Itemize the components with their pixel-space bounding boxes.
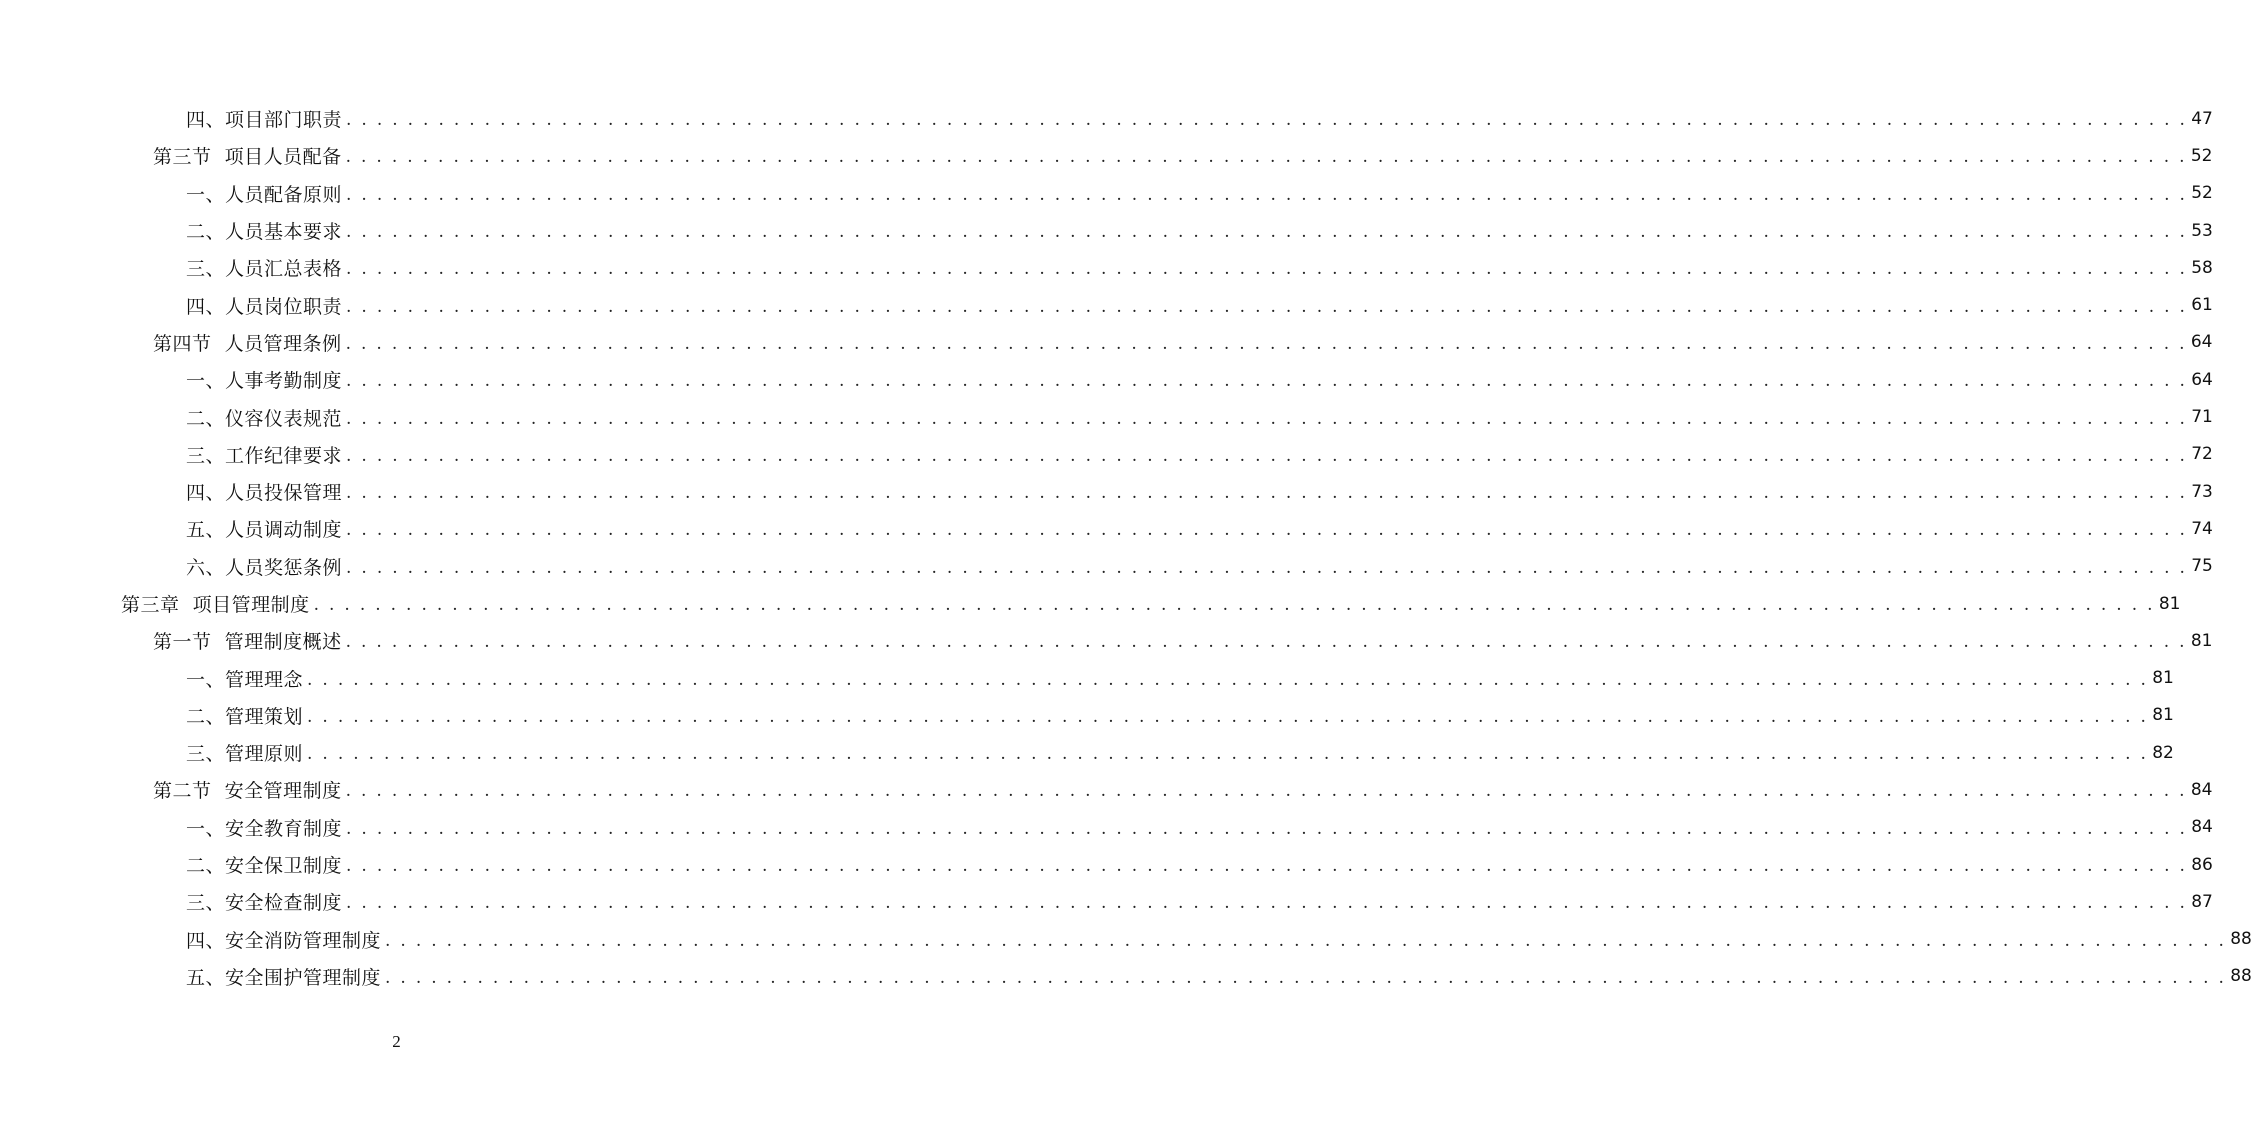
toc-entry[interactable] bbox=[0, 771, 2213, 808]
toc-entry-title: 第一节 管理制度概述 bbox=[153, 631, 342, 654]
table-of-contents bbox=[0, 100, 2252, 995]
toc-entry-title: 三、人员汇总表格 bbox=[186, 258, 343, 281]
toc-entry[interactable] bbox=[0, 100, 2213, 137]
toc-dot-leader: . . . . . . . . . . . . . . . . . . . . . . . . . . . . . . . . . . . . . . . . . . . . . . . . . . . . . . . . . . . . . . . . . . . . . . . . . . . . . . . . . . . . . . . . . . . . . . . . . . . . . . . . . . . . . . . . . . . . . . . . bbox=[346, 445, 2188, 466]
toc-dot-leader: . . . . . . . . . . . . . . . . . . . . . . . . . . . . . . . . . . . . . . . . . . . . . . . . . . . . . . . . . . . . . . . . . . . . . . . . . . . . . . . . . . . . . . . . . . . . . . . . . . . . . . . . . . . . . . . . . . . . . . . . bbox=[346, 184, 2188, 205]
toc-entry-title: 四、人员投保管理 bbox=[186, 482, 343, 505]
toc-entry-title: 五、安全围护管理制度 bbox=[186, 966, 382, 989]
toc-entry[interactable] bbox=[0, 622, 2213, 659]
toc-entry-title: 第三章 项目管理制度 bbox=[121, 594, 310, 616]
toc-entry-page: 74 bbox=[2191, 518, 2213, 539]
toc-dot-leader: . . . . . . . . . . . . . . . . . . . . . . . . . . . . . . . . . . . . . . . . . . . . . . . . . . . . . . . . . . . . . . . . . . . . . . . . . . . . . . . . . . . . . . . . . . . . . . . . . . . . . . . . . . . . . . . . . . . . . . . . bbox=[385, 967, 2227, 988]
toc-entry-title: 一、安全教育制度 bbox=[186, 817, 343, 840]
toc-entry-page: 84 bbox=[2191, 817, 2213, 838]
toc-entry-page: 81 bbox=[2152, 705, 2174, 726]
toc-entry[interactable] bbox=[0, 846, 2213, 883]
toc-entry[interactable] bbox=[0, 249, 2213, 286]
toc-entry-page: 71 bbox=[2191, 407, 2213, 428]
toc-dot-leader: . . . . . . . . . . . . . . . . . . . . . . . . . . . . . . . . . . . . . . . . . . . . . . . . . . . . . . . . . . . . . . . . . . . . . . . . . . . . . . . . . . . . . . . . . . . . . . . . . . . . . . . . . . . . . . . . . . . . . . . . bbox=[385, 930, 2227, 951]
toc-entry-page: 72 bbox=[2191, 444, 2213, 465]
toc-entry-page: 81 bbox=[2158, 593, 2181, 614]
toc-dot-leader: . . . . . . . . . . . . . . . . . . . . . . . . . . . . . . . . . . . . . . . . . . . . . . . . . . . . . . . . . . . . . . . . . . . . . . . . . . . . . . . . . . . . . . . . . . . . . . . . . . . . . . . . . . . . . . . . . . . . . . . . bbox=[345, 147, 2187, 168]
toc-entry-title: 三、工作纪律要求 bbox=[186, 444, 343, 467]
toc-entry-title: 四、人员岗位职责 bbox=[186, 295, 343, 318]
toc-entry[interactable] bbox=[0, 436, 2213, 473]
toc-dot-leader: . . . . . . . . . . . . . . . . . . . . . . . . . . . . . . . . . . . . . . . . . . . . . . . . . . . . . . . . . . . . . . . . . . . . . . . . . . . . . . . . . . . . . . . . . . . . . . . . . . . . . . . . . . . . . . . . . . . . . . . . bbox=[346, 818, 2188, 839]
toc-dot-leader: . . . . . . . . . . . . . . . . . . . . . . . . . . . . . . . . . . . . . . . . . . . . . . . . . . . . . . . . . . . . . . . . . . . . . . . . . . . . . . . . . . . . . . . . . . . . . . . . . . . . . . . . . . . . . . . . . . . . . . . . bbox=[346, 222, 2188, 243]
toc-entry-page: 61 bbox=[2191, 295, 2213, 316]
toc-entry[interactable] bbox=[0, 510, 2213, 547]
toc-entry-title: 五、人员调动制度 bbox=[186, 519, 343, 542]
toc-entry-title: 一、人员配备原则 bbox=[186, 183, 343, 206]
toc-entry-page: 86 bbox=[2191, 854, 2213, 875]
toc-entry[interactable] bbox=[0, 398, 2213, 435]
toc-dot-leader: . . . . . . . . . . . . . . . . . . . . . . . . . . . . . . . . . . . . . . . . . . . . . . . . . . . . . . . . . . . . . . . . . . . . . . . . . . . . . . . . . . . . . . . . . . . . . . . . . . . . . . . . . . . . . . . . . . . . . . . . bbox=[346, 110, 2188, 131]
toc-dot-leader: . . . . . . . . . . . . . . . . . . . . . . . . . . . . . . . . . . . . . . . . . . . . . . . . . . . . . . . . . . . . . . . . . . . . . . . . . . . . . . . . . . . . . . . . . . . . . . . . . . . . . . . . . . . . . . . . . . . . . . . . bbox=[345, 632, 2187, 653]
toc-entry-page: 52 bbox=[2190, 145, 2213, 166]
toc-dot-leader: . . . . . . . . . . . . . . . . . . . . . . . . . . . . . . . . . . . . . . . . . . . . . . . . . . . . . . . . . . . . . . . . . . . . . . . . . . . . . . . . . . . . . . . . . . . . . . . . . . . . . . . . . . . . . . . . . . . . . . . . bbox=[346, 296, 2188, 317]
toc-dot-leader: . . . . . . . . . . . . . . . . . . . . . . . . . . . . . . . . . . . . . . . . . . . . . . . . . . . . . . . . . . . . . . . . . . . . . . . . . . . . . . . . . . . . . . . . . . . . . . . . . . . . . . . . . . . . . . . . . . . . . . . . bbox=[346, 483, 2188, 504]
toc-entry[interactable] bbox=[0, 697, 2174, 734]
toc-dot-leader: . . . . . . . . . . . . . . . . . . . . . . . . . . . . . . . . . . . . . . . . . . . . . . . . . . . . . . . . . . . . . . . . . . . . . . . . . . . . . . . . . . . . . . . . . . . . . . . . . . . . . . . . . . . . . . . . . . . . . . . . bbox=[346, 893, 2188, 914]
toc-entry-page: 64 bbox=[2191, 369, 2213, 390]
toc-entry-title: 二、人员基本要求 bbox=[186, 221, 343, 244]
toc-entry[interactable] bbox=[0, 809, 2213, 846]
toc-dot-leader: . . . . . . . . . . . . . . . . . . . . . . . . . . . . . . . . . . . . . . . . . . . . . . . . . . . . . . . . . . . . . . . . . . . . . . . . . . . . . . . . . . . . . . . . . . . . . . . . . . . . . . . . . . . . . . . . . . . . . . . . bbox=[307, 669, 2149, 690]
toc-dot-leader: . . . . . . . . . . . . . . . . . . . . . . . . . . . . . . . . . . . . . . . . . . . . . . . . . . . . . . . . . . . . . . . . . . . . . . . . . . . . . . . . . . . . . . . . . . . . . . . . . . . . . . . . . . . . . . . . . . . . . . . . bbox=[346, 557, 2188, 578]
toc-entry-page: 81 bbox=[2190, 630, 2213, 651]
toc-entry-page: 52 bbox=[2191, 183, 2213, 204]
toc-entry[interactable] bbox=[0, 734, 2174, 771]
toc-dot-leader: . . . . . . . . . . . . . . . . . . . . . . . . . . . . . . . . . . . . . . . . . . . . . . . . . . . . . . . . . . . . . . . . . . . . . . . . . . . . . . . . . . . . . . . . . . . . . . . . . . . . . . . . . . . . . . . . . . . . . . . . bbox=[345, 333, 2187, 354]
toc-entry[interactable] bbox=[0, 548, 2213, 585]
toc-entry-page: 82 bbox=[2152, 742, 2174, 763]
toc-entry-page: 88 bbox=[2230, 966, 2252, 987]
toc-entry-page: 73 bbox=[2191, 481, 2213, 502]
toc-entry[interactable] bbox=[0, 958, 2252, 995]
toc-entry-title: 一、人事考勤制度 bbox=[186, 370, 343, 393]
toc-entry[interactable] bbox=[0, 212, 2213, 249]
toc-dot-leader: . . . . . . . . . . . . . . . . . . . . . . . . . . . . . . . . . . . . . . . . . . . . . . . . . . . . . . . . . . . . . . . . . . . . . . . . . . . . . . . . . . . . . . . . . . . . . . . . . . . . . . . . . . . . . . . . . . . . . . . . bbox=[345, 781, 2187, 802]
toc-entry[interactable] bbox=[0, 659, 2174, 696]
toc-entry-page: 47 bbox=[2191, 108, 2213, 129]
toc-entry-page: 58 bbox=[2191, 257, 2213, 278]
toc-dot-leader: . . . . . . . . . . . . . . . . . . . . . . . . . . . . . . . . . . . . . . . . . . . . . . . . . . . . . . . . . . . . . . . . . . . . . . . . . . . . . . . . . . . . . . . . . . . . . . . . . . . . . . . . . . . . . . . . . . . . . . . . bbox=[307, 706, 2149, 727]
toc-dot-leader: . . . . . . . . . . . . . . . . . . . . . . . . . . . . . . . . . . . . . . . . . . . . . . . . . . . . . . . . . . . . . . . . . . . . . . . . . . . . . . . . . . . . . . . . . . . . . . . . . . . . . . . . . . . . . . . . . . . . . . . . bbox=[307, 744, 2149, 765]
toc-entry-page: 53 bbox=[2191, 220, 2213, 241]
toc-entry-title: 四、安全消防管理制度 bbox=[186, 929, 382, 952]
toc-entry[interactable] bbox=[0, 883, 2213, 920]
toc-entry-title: 二、安全保卫制度 bbox=[186, 855, 343, 878]
toc-entry-page: 81 bbox=[2152, 668, 2174, 689]
toc-entry[interactable] bbox=[0, 175, 2213, 212]
toc-entry-title: 四、项目部门职责 bbox=[186, 109, 343, 132]
toc-entry-page: 87 bbox=[2191, 891, 2213, 912]
toc-entry[interactable] bbox=[0, 921, 2252, 958]
toc-entry[interactable] bbox=[0, 473, 2213, 510]
toc-entry-title: 第四节 人员管理条例 bbox=[153, 332, 342, 355]
toc-dot-leader: . . . . . . . . . . . . . . . . . . . . . . . . . . . . . . . . . . . . . . . . . . . . . . . . . . . . . . . . . . . . . . . . . . . . . . . . . . . . . . . . . . . . . . . . . . . . . . . . . . . . . . . . . . . . . . . . . . . . . . . . bbox=[346, 856, 2188, 877]
toc-entry-title: 三、安全检查制度 bbox=[186, 892, 343, 915]
toc-entry-page: 64 bbox=[2190, 332, 2213, 353]
toc-entry-title: 三、管理原则 bbox=[186, 743, 304, 766]
toc-dot-leader: . . . . . . . . . . . . . . . . . . . . . . . . . . . . . . . . . . . . . . . . . . . . . . . . . . . . . . . . . . . . . . . . . . . . . . . . . . . . . . . . . . . . . . . . . . . . . . . . . . . . . . . . . . . . . . . . . . . . . . . . bbox=[346, 259, 2188, 280]
toc-entry-title: 一、管理理念 bbox=[186, 668, 304, 691]
page-number: 2 bbox=[392, 1032, 401, 1051]
toc-entry-page: 88 bbox=[2230, 929, 2252, 950]
toc-dot-leader: . . . . . . . . . . . . . . . . . . . . . . . . . . . . . . . . . . . . . . . . . . . . . . . . . . . . . . . . . . . . . . . . . . . . . . . . . . . . . . . . . . . . . . . . . . . . . . . . . . . . . . . . . . . . . . . . . . . . . . . . bbox=[346, 371, 2188, 392]
toc-entry[interactable] bbox=[0, 361, 2213, 398]
toc-entry-title: 第二节 安全管理制度 bbox=[153, 780, 342, 803]
toc-dot-leader: . . . . . . . . . . . . . . . . . . . . . . . . . . . . . . . . . . . . . . . . . . . . . . . . . . . . . . . . . . . . . . . . . . . . . . . . . . . . . . . . . . . . . . . . . . . . . . . . . . . . . . . . . . . . . . . . . . . . . . . . bbox=[313, 595, 2155, 615]
toc-dot-leader: . . . . . . . . . . . . . . . . . . . . . . . . . . . . . . . . . . . . . . . . . . . . . . . . . . . . . . . . . . . . . . . . . . . . . . . . . . . . . . . . . . . . . . . . . . . . . . . . . . . . . . . . . . . . . . . . . . . . . . . . bbox=[346, 520, 2188, 541]
toc-entry[interactable] bbox=[0, 324, 2213, 361]
toc-dot-leader: . . . . . . . . . . . . . . . . . . . . . . . . . . . . . . . . . . . . . . . . . . . . . . . . . . . . . . . . . . . . . . . . . . . . . . . . . . . . . . . . . . . . . . . . . . . . . . . . . . . . . . . . . . . . . . . . . . . . . . . . bbox=[346, 408, 2188, 429]
toc-entry[interactable] bbox=[0, 286, 2213, 323]
toc-entry-title: 二、仪容仪表规范 bbox=[186, 407, 343, 430]
toc-entry-page: 75 bbox=[2191, 556, 2213, 577]
toc-entry-title: 六、人员奖惩条例 bbox=[186, 556, 343, 579]
toc-entry-title: 第三节 项目人员配备 bbox=[153, 146, 342, 169]
toc-entry[interactable] bbox=[0, 585, 2181, 622]
toc-entry[interactable] bbox=[0, 137, 2213, 174]
toc-entry-page: 84 bbox=[2190, 779, 2213, 800]
toc-entry-title: 二、管理策划 bbox=[186, 705, 304, 728]
